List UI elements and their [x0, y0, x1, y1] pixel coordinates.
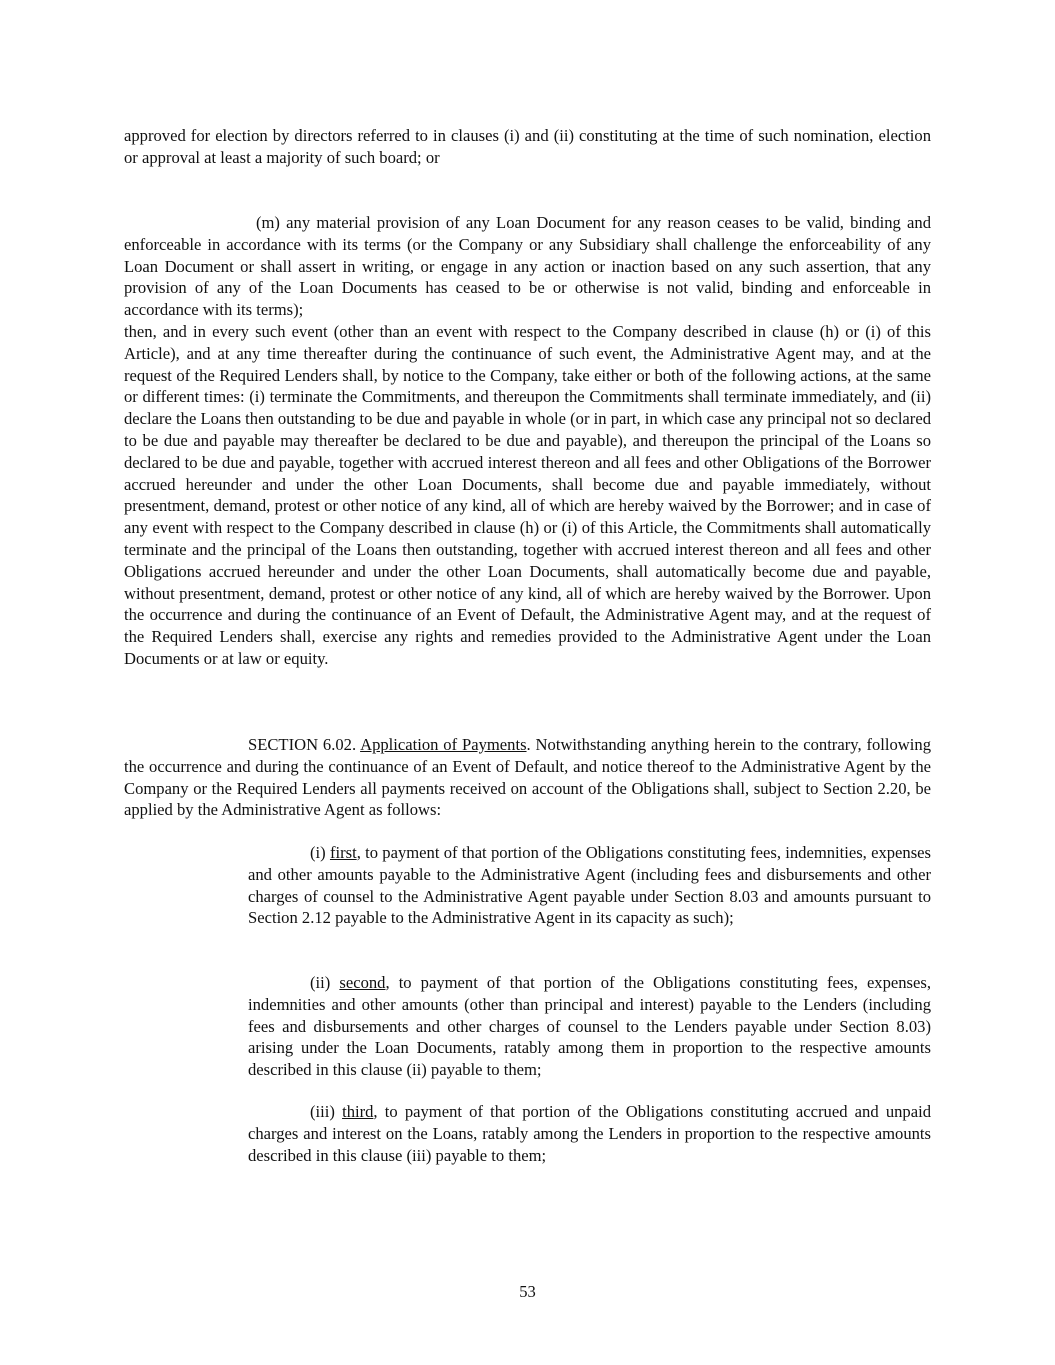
item-text: , to payment of that portion of the Obligations constituting fees, indemnities, expenses and other amounts payable to the Administrative Agent (including fees and disbursements and other charges of counsel to the Administrative Agent payable under Section 8.03 and amounts pursuant to Section 2.12 payable to the Administrative Agent in its capacity as such); [248, 843, 931, 928]
section-body: . Notwithstanding anything herein to the contrary, following the occurrence and during the continuance of an Event of Default, and notice thereof to the Administrative Agent by the Company or the Required Lenders all payments received on account of the Obligations shall, subject to Section 2.20, be applied by the Administrative Agent as follows: [124, 735, 931, 820]
paragraph-clause-m: (m) any material provision of any Loan Document for any reason ceases to be valid, binding and enforceable in accordance with its terms (or the Company or any Subsidiary shall challenge the enforceability of any Loan Document or shall assert in writing, or engage in any action or inaction based on any such assertion, that any provision of any of the Loan Documents has ceased to be or otherwise is not valid, binding and enforceable in accordance with its terms); [124, 213, 931, 320]
item-prefix: (ii) [310, 973, 331, 992]
item-keyword: first [329, 843, 357, 862]
section-6-02-paragraph [124, 734, 931, 821]
payment-item-first [248, 842, 931, 929]
payment-item-third [248, 1101, 931, 1166]
paragraph-remedies: then, and in every such event (other than an event with respect to the Company described in clause (h) or (i) of this Article), and at any time thereafter during the continuance of such event, the Administrative Agent may, and at the request of the Required Lenders shall, by notice to the Company, take either or both of the following actions, at the same or different times: (i) terminate the Commitments, and thereupon the Commitments shall terminate immediately, and (ii) declare the Loans then outstanding to be due and payable in whole (or in part, in which case any principal not so declared to be due and payable may thereafter be declared to be due and payable), and thereupon the principal of the Loans so declared to be due and payable, together with accrued interest thereon and all fees and other Obligations of the Borrower accrued hereunder and under the other Loan Documents, shall become due and payable immediately, without presentment, demand, protest or other notice of any kind, all of which are hereby waived by the Borrower; and in case of any event with respect to the Company described in clause (h) or (i) of this Article, the Commitments shall automatically terminate and the principal of the Loans then outstanding, together with accrued interest thereon and all fees and other Obligations accrued hereunder and under the other Loan Documents, shall automatically become due and payable, without presentment, demand, protest or other notice of any kind, all of which are hereby waived by the Borrower. Upon the occurrence and during the continuance of an Event of Default, the Administrative Agent may, and at the request of the Required Lenders shall, exercise any rights and remedies provided to the Administrative Agent under the Loan Documents or at law or equity. [124, 322, 931, 668]
item-text: , to payment of that portion of the Obligations constituting accrued and unpaid charges and interest on the Loans, ratably among the Lenders in proportion to the respective amounts described in this clause (iii) payable to them; [248, 1102, 931, 1165]
section-title: Application of Payments [360, 735, 527, 754]
item-prefix: (iii) [310, 1102, 335, 1121]
item-keyword: third [342, 1102, 374, 1121]
section-number: SECTION 6.02. [248, 735, 357, 754]
item-prefix: (i) [310, 843, 326, 862]
payment-item-second [248, 972, 931, 1081]
page-number: 53 [519, 1282, 536, 1301]
paragraph-board-approval: approved for election by directors referred to in clauses (i) and (ii) constituting at the time of such nomination, election or approval at least a majority of such board; or [124, 126, 931, 167]
item-text: , to payment of that portion of the Obligations constituting fees, expenses, indemnities and other amounts (other than principal and interest) payable to the Lenders (including fees and disbursements and other charges of counsel to the Lenders payable under Section 8.03) arising under the Loan Documents, ratably among them in proportion to the respective amounts described in this clause (ii) payable to them; [248, 973, 931, 1080]
item-keyword: second [339, 973, 386, 992]
